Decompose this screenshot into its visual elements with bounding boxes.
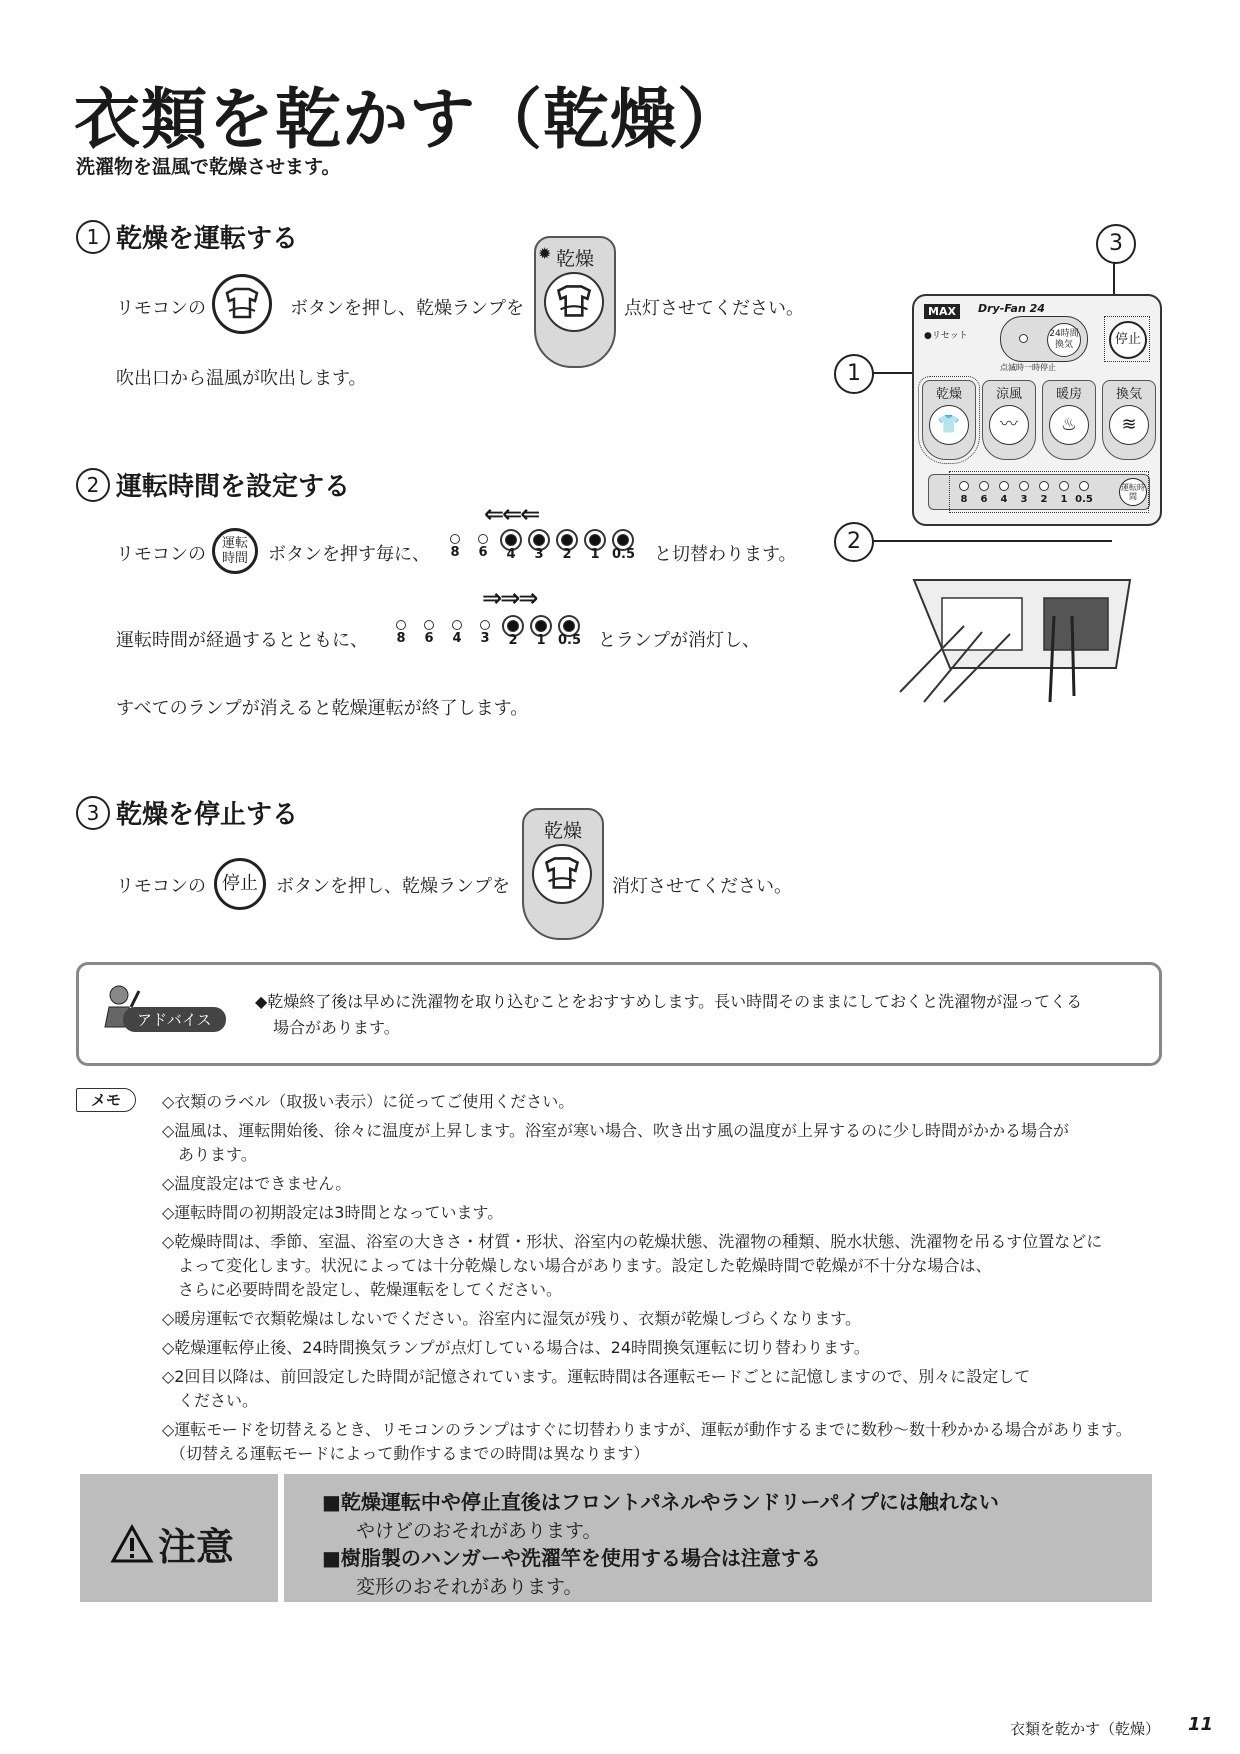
mode-button <box>1102 380 1156 460</box>
warning-triangle-icon <box>110 1524 154 1564</box>
lamp-on-icon <box>507 620 519 632</box>
memo-line: ◇乾燥時間は、季節、室温、浴室の大きさ・材質・形状、浴室内の乾燥状態、洗濯物の種類、脱水状態、洗濯物を吊るす位置などに <box>162 1232 1103 1251</box>
time-lamp-label: 4 <box>1000 494 1008 505</box>
dry-lamp-on-icon <box>534 236 616 368</box>
step2-line3: すべてのランプが消えると乾燥運転が終了します。 <box>116 698 529 719</box>
time-lamp-label: 3 <box>480 631 490 646</box>
lamp-off-icon <box>480 620 490 630</box>
memo-line: よって変化します。状況によっては十分乾燥しない場合があります。設定した乾燥時間で乾燥が不十分な場合は、 <box>162 1256 992 1275</box>
lamp-off-icon <box>979 481 989 491</box>
time-bar <box>928 474 1150 510</box>
time-lamp <box>1075 481 1093 507</box>
caution-content-panel <box>284 1474 1152 1602</box>
caution-head-2: ■樹脂製のハンガーや洗濯竿を使用する場合は注意する <box>322 1546 821 1570</box>
time-lamp <box>995 481 1013 507</box>
remote-run-time-button: 運転時間 <box>1119 478 1147 506</box>
time-lamp <box>418 620 440 646</box>
advice-badge: アドバイス <box>123 1007 226 1032</box>
lamp-off-icon <box>478 534 488 544</box>
lamp-on-icon <box>617 534 629 546</box>
time-lamp-label: 4 <box>452 631 462 646</box>
time-lamp-label: 8 <box>396 631 406 646</box>
callout-2: 2 <box>834 522 874 562</box>
time-lamps-row2 <box>390 620 580 648</box>
time-lamp <box>444 534 466 560</box>
memo-line: ◇暖房運転で衣類乾燥はしないでください。浴室内に湿気が残り、衣類が乾燥しづらくなります。 <box>162 1309 862 1328</box>
step2-heading <box>76 466 350 503</box>
arrows-right-icon: ⇒⇒⇒ <box>482 584 537 612</box>
time-lamp-label: 0.5 <box>558 633 582 648</box>
caution-sub-1: やけどのおそれがあります。 <box>356 1520 602 1542</box>
step3-title: 乾燥を停止する <box>116 800 299 830</box>
memo-line: （切替える運転モードによって動作するまでの時間は異なります） <box>162 1444 650 1463</box>
step3-text-c: 消灯させてください。 <box>612 876 792 897</box>
dryer-unit-illustration <box>890 576 1134 706</box>
step2-title: 運転時間を設定する <box>116 472 351 502</box>
lamp-on-icon <box>589 534 601 546</box>
run-time-button-icon: 運転時間 <box>212 528 258 574</box>
mode-button-label: 暖房 <box>1055 387 1082 402</box>
time-lamp-label: 2 <box>562 547 572 562</box>
step2-text-a: リモコンの <box>116 544 206 565</box>
step3-heading <box>76 794 298 831</box>
step1-text-c: 点灯させてください。 <box>624 298 804 319</box>
shirt-icon <box>532 844 592 904</box>
step2-text-c: と切替わります。 <box>654 544 797 565</box>
time-lamp-label: 6 <box>980 494 988 505</box>
memo-line: ◇2回目以降は、前回設定した時間が記憶されています。運転時間は各運転モードごとに記憶しますので、別々に設定して <box>162 1367 1031 1386</box>
lamp-off-icon <box>396 620 406 630</box>
reset-label: ●リセット <box>924 331 968 341</box>
brand-logo: MAX <box>924 304 960 319</box>
time-lamp <box>390 620 412 646</box>
time-lamp <box>556 534 578 562</box>
dry-lamp-label: 乾燥 <box>543 820 582 842</box>
dry-button-icon <box>212 274 272 334</box>
step3-text-a: リモコンの <box>116 876 206 897</box>
dry-lamp-label: 乾燥 <box>555 248 594 270</box>
time-lamp-label: 2 <box>1040 494 1048 505</box>
model-name: Dry-Fan 24 <box>978 302 1045 315</box>
time-lamp <box>1035 481 1053 507</box>
time-lamp <box>1055 481 1073 507</box>
mode-button-label: 涼風 <box>995 387 1022 402</box>
callout-1: 1 <box>834 354 874 394</box>
dry-lamp-off-icon <box>522 808 604 940</box>
shirt-icon <box>544 272 604 332</box>
mode-button-label: 換気 <box>1115 387 1142 402</box>
time-lamp-label: 8 <box>450 545 460 560</box>
page-number: 11 <box>1188 1714 1214 1735</box>
step2-text-b: ボタンを押す毎に、 <box>268 544 430 565</box>
memo-line: さらに必要時間を設定し、乾燥運転をしてください。 <box>162 1280 563 1299</box>
lamp-off-icon <box>1039 481 1049 491</box>
lamp-off-icon <box>450 534 460 544</box>
time-lamp-label: 6 <box>424 631 434 646</box>
mode-buttons <box>922 380 1156 460</box>
time-lamps-row1 <box>444 534 634 562</box>
time-lamp-label: 1 <box>1060 494 1068 505</box>
time-lamp-label: 4 <box>506 547 516 562</box>
time-lamp <box>584 534 606 562</box>
step1-note: 吹出口から温風が吹出します。 <box>116 368 367 389</box>
caution-head-1: ■乾燥運転中や停止直後はフロントパネルやランドリーパイプには触れない <box>322 1490 999 1514</box>
lamp-off-icon <box>1059 481 1069 491</box>
page-title: 衣類を乾かす（乾燥） <box>74 81 744 158</box>
callout-line <box>872 540 1112 542</box>
time-lamp <box>446 620 468 646</box>
time-lamp-label: 3 <box>1020 494 1028 505</box>
lamp-on-icon <box>505 534 517 546</box>
arrows-left-icon: ⇐⇐⇐ <box>484 500 539 528</box>
step2-line2-a: 運転時間が経過するとともに、 <box>116 630 368 651</box>
time-lamp <box>1015 481 1033 507</box>
time-lamp-label: 3 <box>534 547 544 562</box>
lamp-on-icon <box>563 620 575 632</box>
memo-tag: メモ <box>76 1088 136 1112</box>
time-lamp-label: 8 <box>960 494 968 505</box>
memo-line: ◇乾燥運転停止後、24時間換気ランプが点灯している場合は、24時間換気運転に切り替わります。 <box>162 1338 870 1357</box>
lamp-off-icon <box>1079 481 1089 491</box>
step1-title: 乾燥を運転する <box>116 224 299 254</box>
time-lamp <box>472 534 494 560</box>
lamp-lit-icon: ✹ <box>538 244 552 263</box>
time-lamp <box>558 620 580 648</box>
lamp-off-icon <box>452 620 462 630</box>
heating-icon: ♨ <box>1049 405 1089 445</box>
time-lamp <box>530 620 552 648</box>
step1-text-b: ボタンを押し、乾燥ランプを <box>290 298 524 319</box>
advice-text-2: 場合があります。 <box>273 1018 400 1037</box>
memo-line: ◇衣類のラベル（取扱い表示）に従ってご使用ください。 <box>162 1092 575 1111</box>
ventilation-pill <box>1000 316 1088 362</box>
step-number: 1 <box>76 220 110 254</box>
stop-button-icon: 停止 <box>214 858 266 910</box>
mode-button <box>922 380 976 460</box>
lamp-on-icon <box>533 534 545 546</box>
lamp-on-icon <box>535 620 547 632</box>
caution-label-panel <box>80 1474 278 1602</box>
time-lamp <box>955 481 973 507</box>
memo-line: ください。 <box>162 1391 259 1410</box>
blink-caption: 点滅時一時停止 <box>1000 363 1056 372</box>
step1-heading <box>76 218 298 255</box>
stop-button-frame <box>1104 316 1150 362</box>
step-number: 2 <box>76 468 110 502</box>
time-lamp-label: 0.5 <box>1075 494 1093 505</box>
time-lamp <box>502 620 524 648</box>
lamp-off-icon <box>959 481 969 491</box>
memo-line: あります。 <box>162 1145 257 1164</box>
step-number: 3 <box>76 796 110 830</box>
cool-breeze-icon: 〰 <box>989 405 1029 445</box>
mode-button <box>1042 380 1096 460</box>
page-subtitle: 洗濯物を温風で乾燥させます。 <box>76 156 341 178</box>
step1-text-a: リモコンの <box>116 298 206 319</box>
caution-label: 注意 <box>158 1525 235 1569</box>
footer-section: 衣類を乾かす（乾燥） <box>1010 1720 1161 1738</box>
24h-vent-button: 24時間換気 <box>1047 323 1081 357</box>
time-lamp <box>612 534 634 562</box>
caution-title <box>110 1516 234 1571</box>
caution-sub-2: 変形のおそれがあります。 <box>356 1576 583 1598</box>
step2-line2-b: とランプが消灯し、 <box>598 630 760 651</box>
advice-box <box>76 962 1162 1066</box>
stop-button: 停止 <box>1109 321 1147 359</box>
step3-text-b: ボタンを押し、乾燥ランプを <box>276 876 510 897</box>
callout-3: 3 <box>1096 224 1136 264</box>
lamp-on-icon <box>561 534 573 546</box>
indicator-dot <box>1019 334 1028 343</box>
time-lamp-label: 2 <box>508 633 518 648</box>
shirt-icon: 👕 <box>929 405 969 445</box>
time-lamp <box>500 534 522 562</box>
memo-line: ◇運転時間の初期設定は3時間となっています。 <box>162 1203 504 1222</box>
ventilation-icon: ≋ <box>1109 405 1149 445</box>
time-lamp-label: 1 <box>536 633 546 648</box>
memo-line: ◇温度設定はできません。 <box>162 1174 352 1193</box>
memo-line: ◇温風は、運転開始後、徐々に温度が上昇します。浴室が寒い場合、吹き出す風の温度が上昇するのに少し時間がかかる場合が <box>162 1121 1070 1140</box>
lamp-off-icon <box>424 620 434 630</box>
memo-line: ◇運転モードを切替えるとき、リモコンのランプはすぐに切替わりますが、運転が動作するまでに数秒〜数十秒かかる場合があります。 <box>162 1420 1132 1439</box>
time-lamp-label: 6 <box>478 545 488 560</box>
advice-text-1: ◆乾燥終了後は早めに洗濯物を取り込むことをおすすめします。長い時間そのままにしておくと洗濯物が湿ってくる <box>255 992 1083 1011</box>
mode-button-label: 乾燥 <box>935 387 962 402</box>
time-lamp-label: 1 <box>590 547 600 562</box>
time-lamp-label: 0.5 <box>612 547 636 562</box>
time-lamp <box>528 534 550 562</box>
time-lamp <box>975 481 993 507</box>
remote-control-illustration <box>912 294 1162 526</box>
time-lamp <box>474 620 496 646</box>
lamp-off-icon <box>1019 481 1029 491</box>
mode-button <box>982 380 1036 460</box>
lamp-off-icon <box>999 481 1009 491</box>
remote-time-lamps <box>955 481 1093 507</box>
